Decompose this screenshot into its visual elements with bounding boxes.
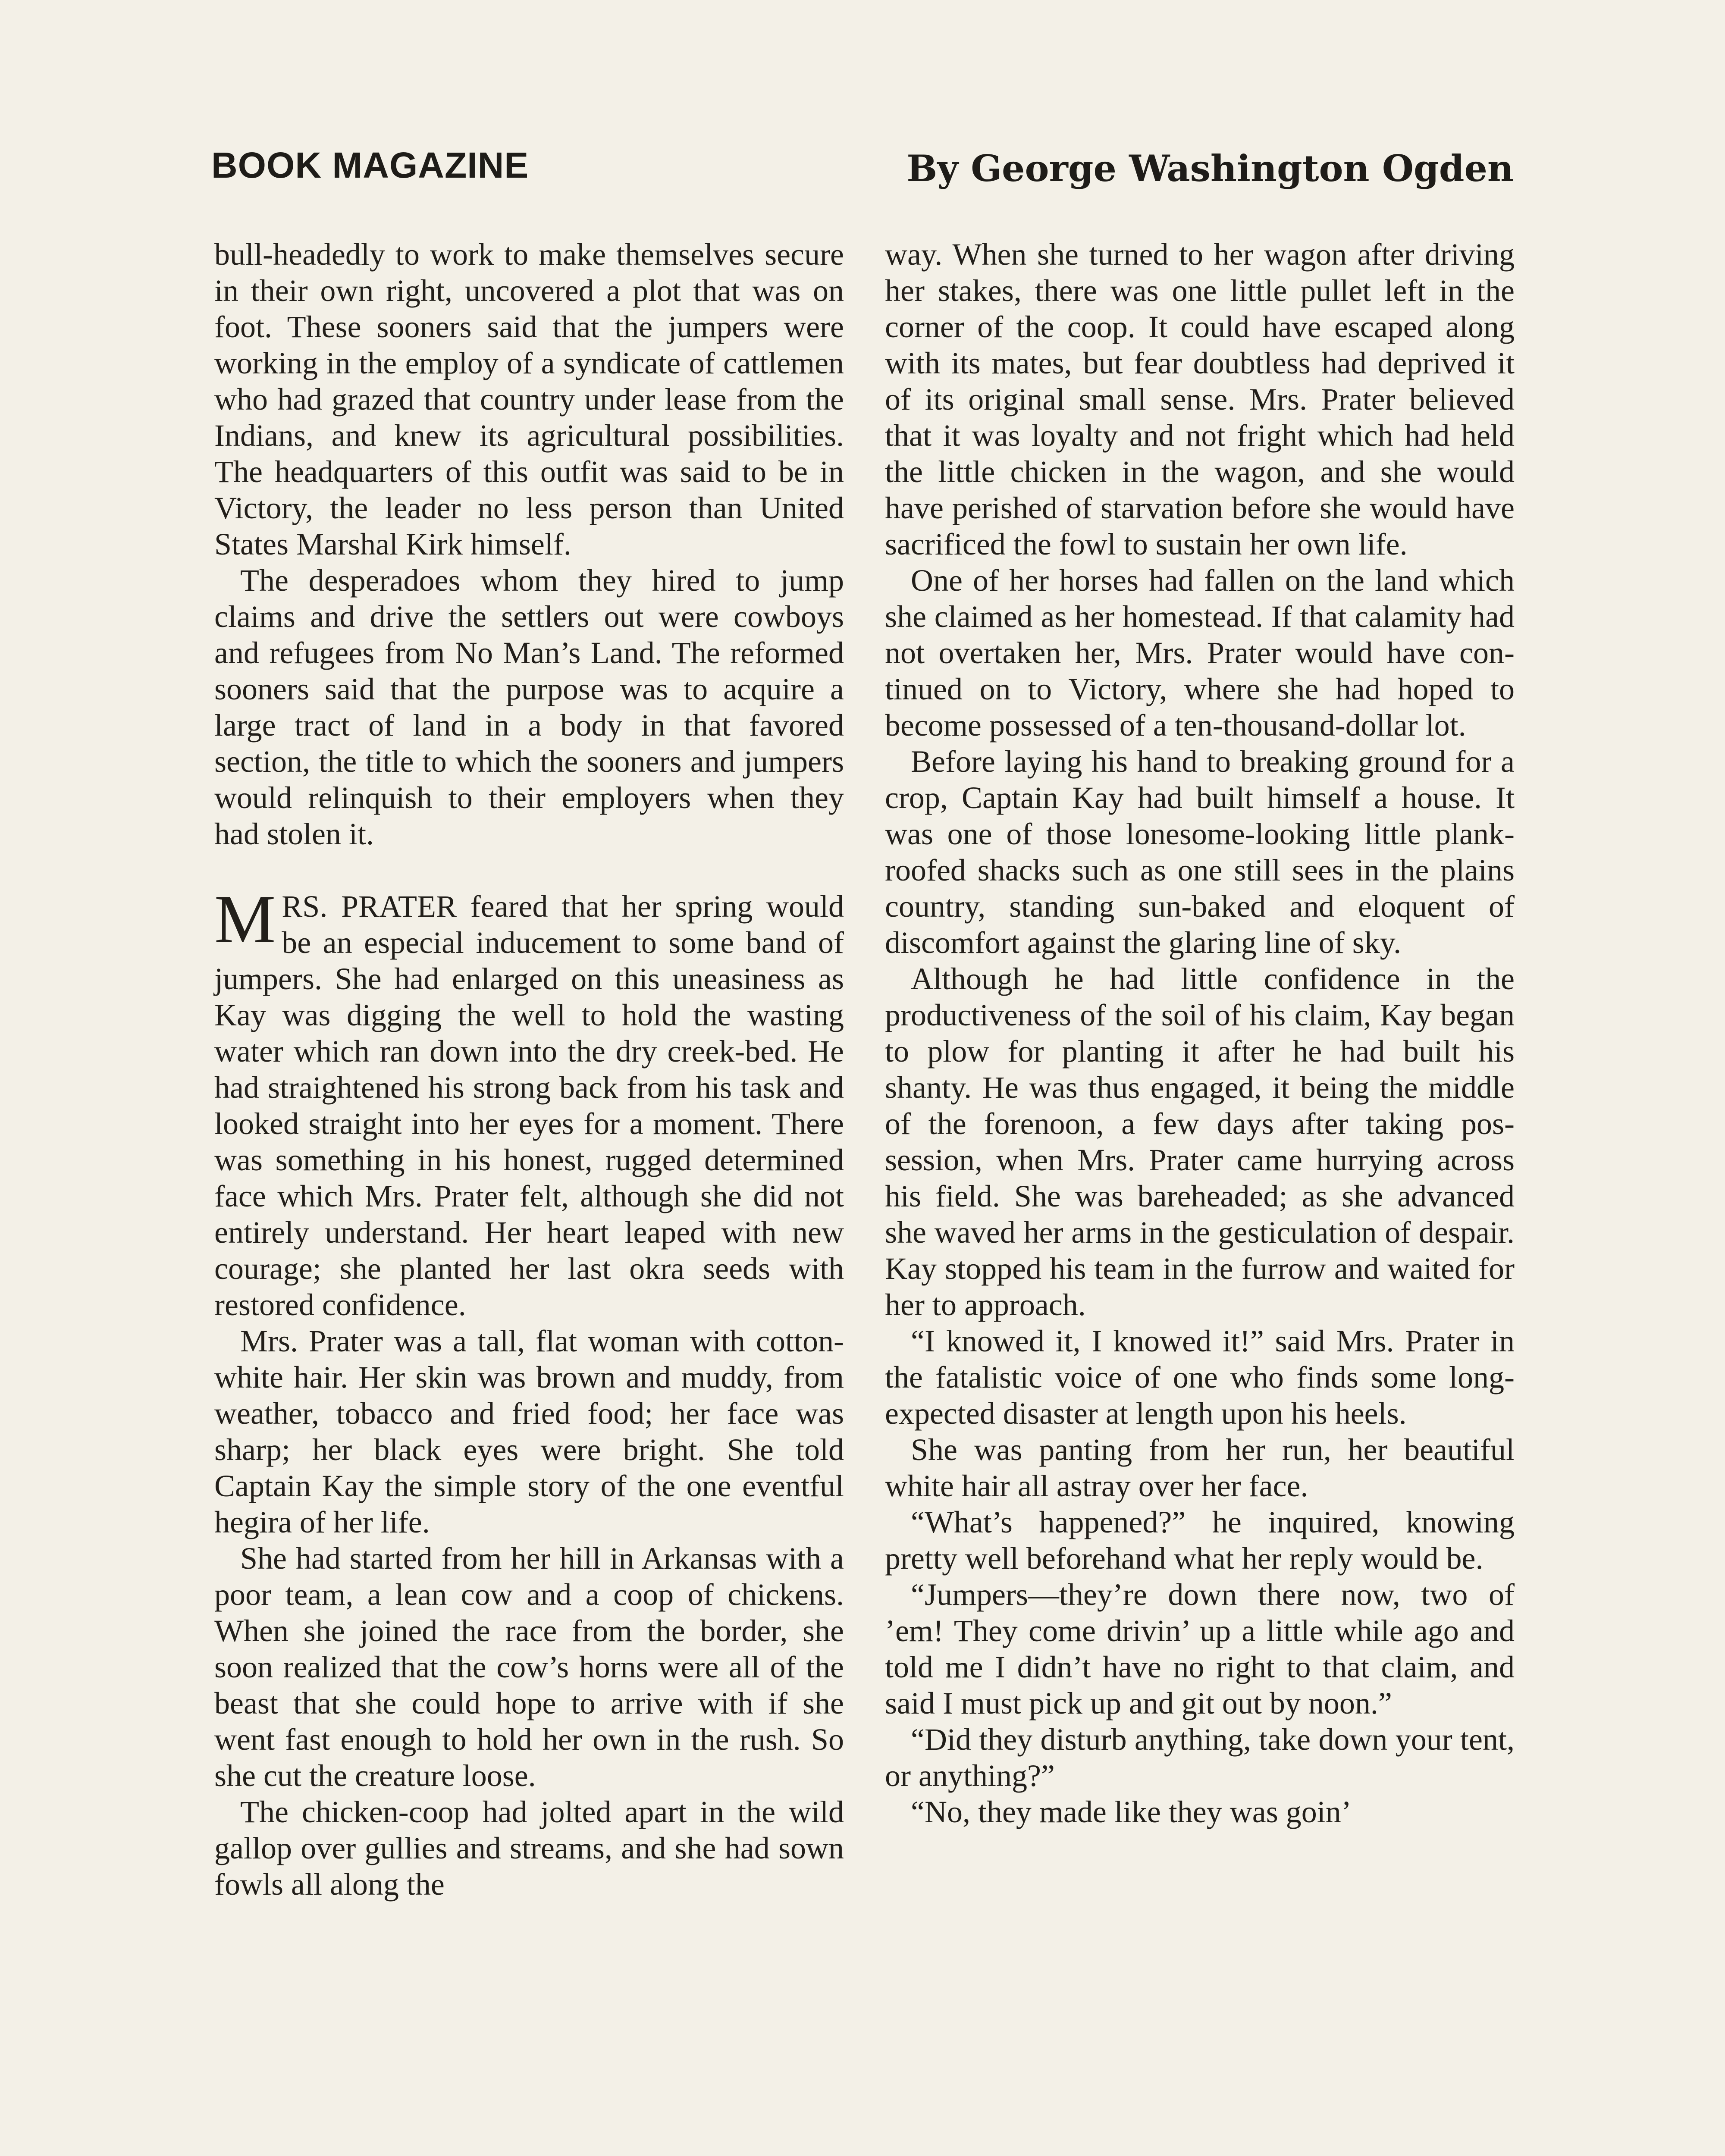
paragraph: Mrs. Prater was a tall, flat woman with cotton-white hair. Her skin was brown and muddy, from weather, tobacco and fried food; her face was sharp; her black eyes were bright. She told Captain Kay the simple story of the one eventful hegira of her life. [214,1324,844,1539]
paragraph: bull-headedly to work to make themselves secure in their own right, uncovered a plot that was on foot. These sooners said that the jumpers were working in the employ of a syndicate of cattlemen who had grazed that country under lease from the Indians, and knew its agricultural possibilities. The headquarters of this outfit was said to be in Victory, the leader no less person than United States Marshal Kirk himself. [214,237,844,561]
paragraph: She was panting from her run, her beautiful white hair all astray over her face. [885,1432,1515,1503]
left-column [214,236,844,1902]
paragraph: “Jumpers—they’re down there now, two of ’em! They come drivin’ up a little while ago and told me I didn’t have no right to that claim, and said I must pick up and git out by noon.” [885,1577,1515,1720]
paragraph: way. When she turned to her wagon after driving her stakes, there was one little pullet left in the corner of the coop. It could have escaped along with its mates, but fear doubtless had deprived it of its original small sense. Mrs. Prater believed that it was loyalty and not fright which had held the little chicken in the wagon, and she would have perished of starvation before she would have sacrificed the fowl to sustain her own life. [885,237,1515,561]
magazine-title: BOOK MAGAZINE [211,145,529,185]
section-opening-paragraph [214,881,844,1323]
paragraph: Before laying his hand to breaking ground for a crop, Captain Kay had built himself a house. It was one of those lonesome-looking little plank-roofed shacks such as one still sees in the plains country, standing sun-baked and eloquent of discomfort against the glaring line of sky. [885,744,1515,960]
paragraph: “I knowed it, I knowed it!” said Mrs. Prater in the fatalistic voice of one who finds some long-expected disaster at length upon his heels. [885,1324,1515,1431]
paragraph: She had started from her hill in Arkansas with a poor team, a lean cow and a coop of chickens. When she joined the race from the border, she soon realized that the cow’s horns were all of the beast that she could hope to arrive with if she went fast enough to hold her own in the rush. So she cut the creature loose. [214,1541,844,1793]
author-byline: By George Washington Ogden [906,147,1514,190]
paragraph: Although he had little confidence in the productiveness of the soil of his claim, Kay began to plow for planting it after he had built his shanty. He was thus engaged, it being the middle of the forenoon, a few days after taking possession, when Mrs. Prater came hurrying across his field. She was bareheaded; as she advanced she waved her arms in the gesticulation of despair. Kay stopped his team in the furrow and waited for her to approach. [885,962,1515,1322]
section-opening-text: RS. PRATER feared that her spring would be an especial inducement to some band of jumpers. She had enlarged on this uneasiness as Kay was digging the well to hold the wasting water which ran down into the dry creek-bed. He had straightened his strong back from his task and looked straight into her eyes for a moment. There was something in his honest, rugged determined face which Mrs. Prater felt, although she did not entirely understand. Her heart leaped with new courage; she planted her last okra seeds with restored confidence. [214,889,844,1322]
paragraph: The desperadoes whom they hired to jump claims and drive the settlers out were cowboys and refugees from No Man’s Land. The reformed sooners said that the purpose was to acquire a large tract of land in a body in that favored section, the title to which the sooners and jumpers would relinquish to their employers when they had stolen it. [214,563,844,851]
paragraph: The chicken-coop had jolted apart in the wild gallop over gullies and streams, and she had sown fowls all along the [214,1795,844,1902]
paragraph: “No, they made like they was goin’ [911,1795,1352,1829]
drop-cap: M [214,881,276,957]
running-head [211,144,1514,209]
paragraph: “Did they disturb anything, take down your tent, or anything?” [885,1722,1515,1793]
paragraph: One of her horses had fallen on the land which she claimed as her homestead. If that calamity had not overtaken her, Mrs. Prater would have continued on to Victory, where she had hoped to become possessed of a ten-thousand-dollar lot. [885,563,1515,743]
right-column [885,236,1515,1830]
paragraph: “What’s happened?” he inquired, knowing pretty well beforehand what her reply would be. [885,1505,1515,1576]
